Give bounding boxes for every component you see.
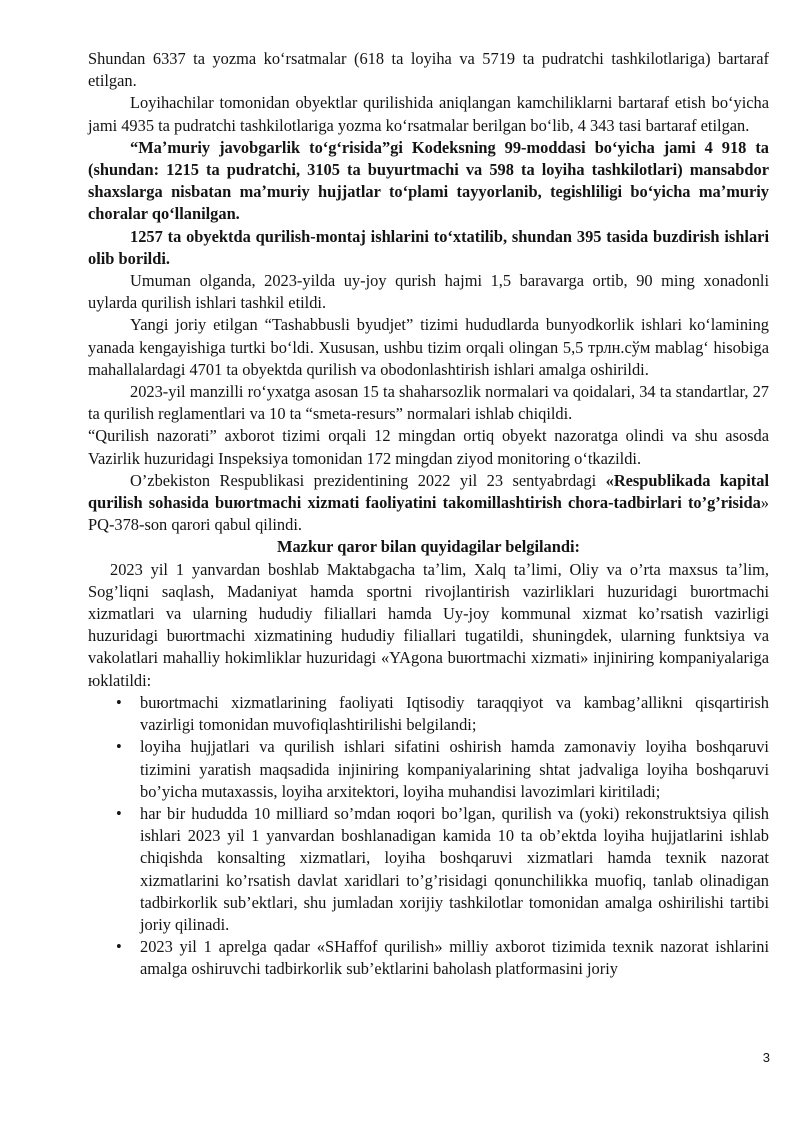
paragraph-4: 1257 ta obyektda qurilish-montaj ishlarini toʻxtatilib, shundan 395 tasida buzdirish ishlari olib borildi. — [88, 226, 769, 268]
list-item: • loyiha hujjatlari va qurilish ishlari sifatini oshirish hamda zamonaviy loyiha boshqaruvi tizimini yaratish maqsadida injiniring kompaniyalarining shtat jadvaliga loyiha boshqaruvi bo’yicha mutaxassis, loyiha arxitektori, loyiha muhandisi lavozimlari kiritiladi; — [88, 736, 769, 803]
paragraph-9-end: » PQ-378-son qarori qabul qilindi. — [88, 493, 769, 535]
paragraph-6: Yangi joriy etilgan “Tashabbusli byudjet” tizimi hududlarda bunyodkorlik ishlari koʻlamining yanada kengayishiga turtki boʻldi. Xususan, ushbu tizim orqali olingan 5,5 трлн.сўм mablagʻ hisobiga mahallalardagi 4701 ta obyektda qurilish va obodonlashtirish ishlari amalga oshirildi. — [88, 315, 769, 379]
paragraph-1: Shundan 6337 ta yozma koʻrsatmalar (618 ta loyiha va 5719 ta pudratchi tashkilotlariga) bartaraf etilgan. — [88, 49, 769, 91]
paragraph-9-start: O’zbekiston Respublikasi prezidentining 2022 yil 23 sentyabrdagi — [130, 470, 606, 490]
paragraph-10: 2023 yil 1 yanvardan boshlab Maktabgacha taʼlim, Xalq taʼlimi, Oliy va o’rta maxsus taʼlim, Sog’liqni saqlash, Madaniyat hamda sportni rivojlantirish vazirliklari huzuridagi buюrtmachi xizmatlari va ularning hududiy filiallari hamda Uy-joy kommunal xizmat ko’rsatish vazirligi huzuridagi buюrtmachi xizmatining hududiy filiallari tugatildi, shuningdek, ularning funktsiya va vakolatlari mahalliy hokimliklar huzuridagi «YAgona buюrtmachi xizmati» injiniring kompaniyalariga юklatildi: — [88, 559, 769, 690]
resolution-title: «Respublikada kapital qurilish sohasida buюrtmachi xizmati faoliyatini takomillashtirish chora-tadbirlari to’g’risida — [88, 470, 769, 513]
section-heading: Mazkur qaror bilan quyidagilar belgilandi: — [277, 537, 580, 557]
paragraph-9 — [88, 470, 769, 537]
list-item: • 2023 yil 1 aprelga qadar «SHaffof qurilish» milliy axborot tizimida texnik nazorat ishlarini amalga oshiruvchi tadbirkorlik sub’ektlarini baholash platformasini joriy — [88, 936, 769, 980]
document-page — [88, 48, 769, 981]
paragraph-8: “Qurilish nazorati” axborot tizimi orqali 12 mingdan ortiq obyekt nazoratga olindi va shu asosda Vazirlik huzuridagi Inspeksiya tomonidan 172 mingdan ziyod monitoring oʻtkazildi. — [88, 426, 769, 468]
list-item: • buюrtmachi xizmatlarining faoliyati Iqtisodiy taraqqiyot va kambag’allikni qisqartirish vazirligi tomonidan muvofiqlashtirilishi belgilandi; — [88, 692, 769, 736]
paragraph-3: “Maʼmuriy javobgarlik toʻgʻrisida”gi Kodeksning 99-moddasi boʻyicha jami 4 918 ta (shundan: 1215 ta pudratchi, 3105 ta buyurtmachi va 598 ta loyiha tashkilotlari) mansabdor shaxslarga nisbatan maʼmuriy hujjatlar toʻplami tayyorlanib, tegishliligi boʻyicha maʼmuriy choralar qoʻllanilgan. — [88, 137, 769, 224]
bullet-list — [88, 692, 769, 981]
paragraph-5: Umuman olganda, 2023-yilda uy-joy qurish hajmi 1,5 baravarga ortib, 90 ming xonadonli uylarda qurilish ishlari tashkil etildi. — [88, 271, 769, 313]
paragraph-2: Loyihachilar tomonidan obyektlar qurilishida aniqlangan kamchiliklarni bartaraf etish boʻyicha jami 4935 ta pudratchi tashkilotlariga yozma koʻrsatmalar berilgan boʻlib, 4 343 tasi bartaraf etilgan. — [88, 93, 769, 135]
paragraph-7: 2023-yil manzilli roʻyxatga asosan 15 ta shaharsozlik normalari va qoidalari, 34 ta standartlar, 27 ta qurilish reglamentlari va 10 ta “smeta-resurs” normalari ishlab chiqildi. — [88, 382, 769, 424]
list-item: • har bir hududda 10 milliard so’mdan юqori bo’lgan, qurilish va (yoki) rekonstruktsiya qilish ishlari 2023 yil 1 yanvardan boshlanadigan kamida 10 ta ob’ektda loyiha hujjatlarini ishlab chiqishda konsalting xizmatlari, loyiha boshqaruvi xizmatlari hamda texnik nazorat xizmatlarini ko’rsatish davlat xaridlari to’g’risidagi qonunchilikka muofiq, tanlab olinadigan tadbirkorlik sub’ektlari, shu jumladan xorijiy tashkilotlar tomonidan amalga oshirilishi tartibi joriy qilinadi. — [88, 803, 769, 936]
page-number: 3 — [762, 1050, 770, 1065]
